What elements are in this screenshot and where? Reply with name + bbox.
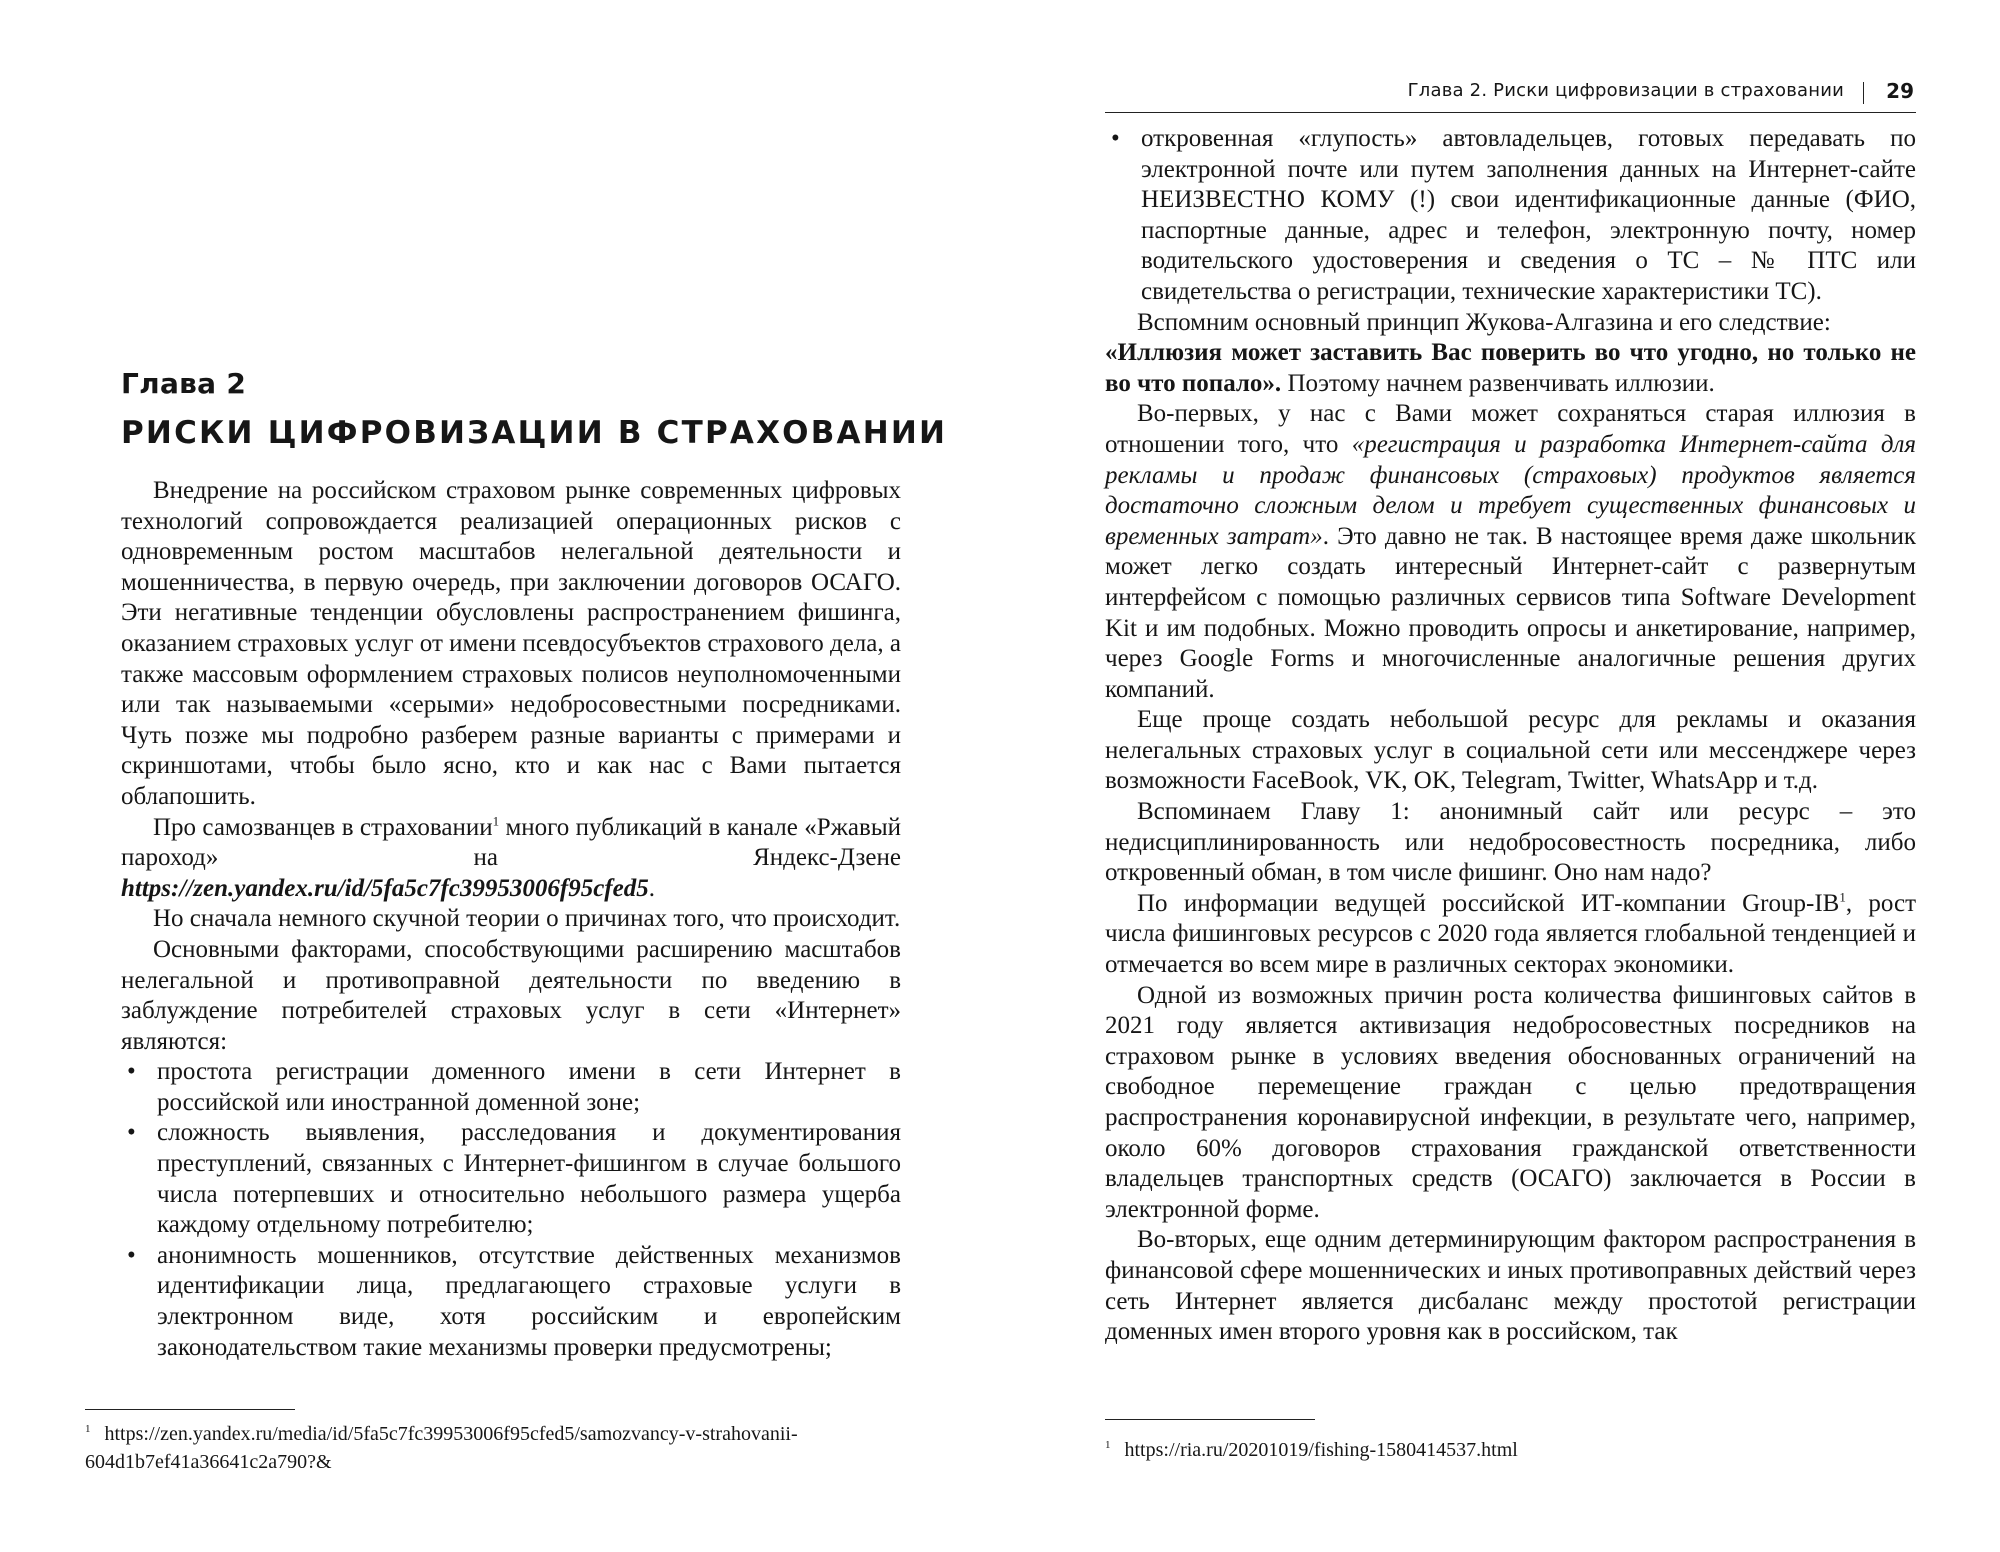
text-run: По информации ведущей российской ИТ-компании Group-IB [1137, 889, 1840, 917]
bullet-icon: • [127, 1058, 136, 1086]
header-separator [1863, 82, 1864, 104]
paragraph: Вспоминаем Главу 1: анонимный сайт или ресурс – это недисциплинированность или недобросовестность посредника, либо откровенный обман, в том числе фишинг. Оно нам надо? [1105, 798, 1916, 887]
paragraph: Вспомним основный принцип Жукова-Алгазина и его следствие: [1137, 308, 1831, 336]
illusion-quote: «регистрация и разработка Интернет-сайта для рекламы и продаж финансовых (страховых) продуктов является достаточно сложным делом и требует существенных финансовых и временных затрат» [1105, 430, 1916, 550]
list-item-text: сложность выявления, расследования и документирования преступлений, связанных с Интернет-фишингом в случае большого числа потерпевших и относительно небольшого размера ущерба каждому отдельному потребителю; [157, 1119, 901, 1239]
list-item-text: откровенная «глупость» автовладельцев, готовых передавать по электронной почте или путем заполнения данных на Интернет-сайте НЕИЗВЕСТНО КОМУ (!) свои идентификационные данные (ФИО, паспортные данные, адрес и телефон, электронную почту, номер водительского удостоверения и сведения о ТС – № ПТС или свидетельства о регистрации, технические характеристики ТС). [1141, 125, 1916, 305]
list-item [1105, 124, 1916, 308]
footnote [85, 1420, 900, 1476]
paragraph: Но сначала немного скучной теории о причинах того, что происходит. [153, 905, 901, 933]
footnote-divider [1105, 1419, 1315, 1420]
paragraph [121, 813, 901, 905]
footnote-link[interactable]: https://zen.yandex.ru/media/id/5fa5c7fc39953006f95cfed5/samozvancy-v-strahovanii-604d1b7ef41a36641c2a790?& [85, 1423, 798, 1473]
bullet-icon: • [1111, 125, 1120, 152]
text-run: Поэтому начнем развенчивать иллюзии. [1281, 369, 1715, 397]
text-run: , рост числа фишинговых ресурсов с 2020 года является глобальной тенденцией и отмечается во всем мире в различных секторах экономики. [1105, 889, 1916, 979]
bullet-icon: • [127, 1119, 136, 1147]
right-page [1000, 0, 2000, 1552]
text-run: . [648, 874, 655, 902]
footnote-divider [85, 1409, 295, 1410]
footnote-ref[interactable]: 1 [1839, 889, 1846, 905]
footnote-ref[interactable]: 1 [492, 813, 500, 829]
paragraph [1105, 338, 1916, 399]
paragraph: Основными факторами, способствующими расширению масштабов нелегальной и противоправной деятельности по введению в заблуждение потребителей страховых услуг в сети «Интернет» являются: [121, 935, 901, 1055]
footnote-number: 1 [1105, 1439, 1111, 1452]
footnote [1105, 1436, 1905, 1464]
paragraph: Во-вторых, еще одним детерминирующим фактором распространения в финансовой сфере мошеннических и иных противоправных действий через сеть Интернет является дисбаланс между простотой регистрации доменных имен второго уровня как в российском, так [1105, 1226, 1916, 1346]
list-item [121, 1118, 901, 1240]
bullet-list [1105, 124, 1916, 308]
text-run: много публикаций в канале «Ржавый пароход» на Яндекс-Дзене [121, 813, 901, 872]
left-body-text [121, 476, 901, 1363]
paragraph [1105, 399, 1916, 705]
chapter-title: РИСКИ ЦИФРОВИЗАЦИИ В СТРАХОВАНИИ [121, 415, 948, 451]
chapter-label: Глава 2 [121, 367, 247, 400]
text-run: Про самозванцев в страховании [153, 813, 493, 841]
footnote-link[interactable]: https://ria.ru/20201019/fishing-1580414537.html [1124, 1439, 1518, 1461]
paragraph: Одной из возможных причин роста количества фишинговых сайтов в 2021 году является активизация недобросовестных посредников на страховом рынке в условиях введения обоснованных ограничений на свободное перемещение граждан с целью предотвращения распространения коронавирусной инфекции, в результате чего, например, около 60% договоров страхования гражданской ответственности владельцев транспортных средств (ОСАГО) заключается в России в электронной форме. [1105, 981, 1916, 1223]
running-header [1105, 78, 1916, 113]
page-number: 29 [1886, 79, 1914, 103]
footnote-number: 1 [85, 1423, 91, 1436]
text-run: . Это давно не так. В настоящее время даже школьник может легко создать интересный Интернет-сайт с развернутым интерфейсом с помощью различных сервисов типа Software Development Kit и им подобных. Можно проводить опросы и анкетирование, например, через Google Forms и многочисленные аналогичные решения других компаний. [1105, 522, 1916, 703]
channel-link[interactable]: https://zen.yandex.ru/id/5fa5c7fc39953006f95cfed5 [121, 874, 649, 902]
list-item [121, 1057, 901, 1118]
principle-quote: «Иллюзия может заставить Вас поверить во что угодно, но только не во что попало». [1105, 339, 1916, 397]
list-item-text: простота регистрации доменного имени в сети Интернет в российской или иностранной доменной зоне; [157, 1058, 901, 1116]
bullet-list [121, 1057, 901, 1363]
paragraph [1105, 889, 1916, 981]
right-body-text [1105, 124, 1916, 1348]
paragraph: Еще проще создать небольшой ресурс для рекламы и оказания нелегальных страховых услуг в социальной сети или мессенджере через возможности FaceBook, VK, OK, Telegram, Twitter, WhatsApp и т.д. [1105, 706, 1916, 795]
paragraph: Внедрение на российском страховом рынке современных цифровых технологий сопровождается реализацией операционных рисков с одновременным ростом масштабов нелегальной деятельности и мошенничества, в первую очередь, при заключении договоров ОСАГО. Эти негативные тенденции обусловлены распространением фишинга, оказанием страховых услуг от имени псевдосубъектов страхового дела, а также массовым оформлением страховых полисов неуполномоченными или так называемыми «серыми» недобросовестными посредниками. Чуть позже мы подробно разберем разные варианты с примерами и скриншотами, чтобы было ясно, кто и как нас с Вами пытается облапошить. [121, 477, 901, 810]
running-header-title: Глава 2. Риски цифровизации в страховании [1407, 80, 1844, 101]
list-item-text: анонимность мошенников, отсутствие действенных механизмов идентификации лица, предлагающего страховые услуги в электронном виде, хотя российским и европейским законодательством такие механизмы проверки предусмотрены; [157, 1241, 901, 1361]
bullet-icon: • [127, 1241, 136, 1269]
list-item [121, 1241, 901, 1363]
text-run: Во-первых, у нас с Вами может сохраняться старая иллюзия в отношении того, что [1105, 400, 1916, 458]
